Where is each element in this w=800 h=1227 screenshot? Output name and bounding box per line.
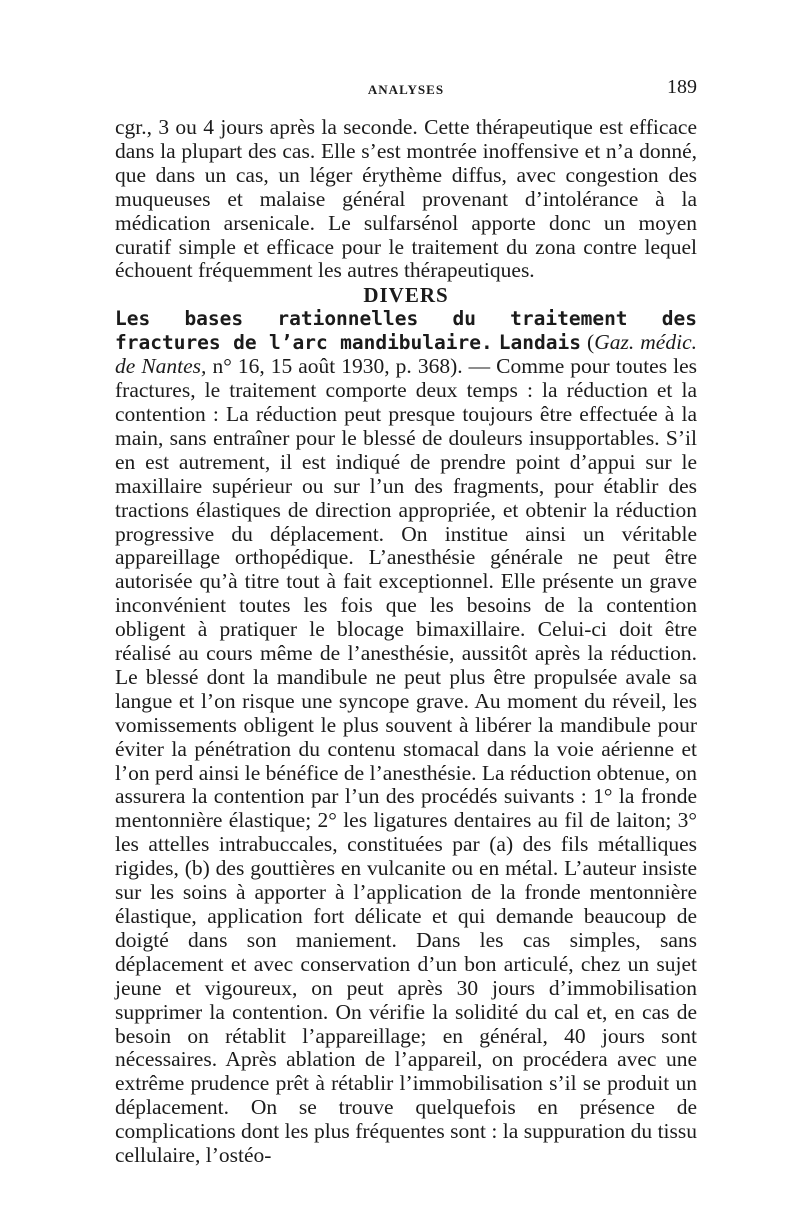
article-paragraph: [115, 307, 697, 1168]
running-title: ANALYSES: [367, 82, 445, 97]
page-header: [115, 76, 697, 104]
source-journal: Gaz. médic. de Nantes,: [115, 330, 697, 379]
page-number: 189: [667, 76, 697, 98]
intro-paragraph: cgr., 3 ou 4 jours après la seconde. Cette thérapeutique est efficace dans la plupart des cas. Elle s’est montrée inoffensive et n’a donné, que dans un cas, un léger érythème diffus, avec congestion des muqueuses et malaise général provenant d’intolérance à la médication arsenicale. Le sulfarsénol apporte donc un moyen curatif simple et efficace pour le traitement du zona contre lequel échouent fréquemment les autres thérapeutiques.: [115, 115, 697, 283]
article-body: — Comme pour toutes les fractures, le traitement comporte deux temps : la réduction et la contention : La réduction peut presque toujours être effectuée à la main, sans entraîner pour le blessé de douleurs insupportables. S’il en est autrement, il est indiqué de prendre point d’appui sur le maxillaire supérieur ou sur l’un des fragments, pour établir des tractions élastiques de direction appropriée, et obtenir la réduction progressive du déplacement. On institue ainsi un véritable appareillage orthopédique. L’anesthésie générale ne peut être autorisée qu’à titre tout à fait exceptionnel. Elle présente un grave inconvénient toutes les fois que les besoins de la contention obligent à pratiquer le blocage bimaxillaire. Celui-ci doit être réalisé au cours même de l’anesthésie, aussitôt après la réduction. Le blessé dont la mandibule ne peut plus être propulsée avale sa langue et l’on risque une syncope grave. Au moment du réveil, les vomissements obligent le plus souvent à libérer la mandibule pour éviter la pénétration du contenu stomacal dans la voie aérienne et l’on perd ainsi le bénéfice de l’anesthésie. La réduction obtenue, on assurera la contention par l’un des procédés suivants : 1° la fronde mentonnière élastique; 2° les ligatures dentaires au fil de laiton; 3° les attelles intrabuccales, constituées par (a) des fils métalliques rigides, (b) des gouttières en vulcanite ou en métal. L’auteur insiste sur les soins à apporter à l’application de la fronde mentonnière élastique, application fort délicate et qui demande beaucoup de doigté dans son maniement. Dans les cas simples, sans déplacement et avec conservation d’un bon articulé, chez un sujet jeune et vigoureux, on peut après 30 jours d’immobilisation supprimer la contention. On vérifie la solidité du cal et, en cas de besoin on rétablit l’appareillage; en général, 40 jours sont nécessaires. Après ablation de l’appareil, on procédera avec une extrême prudence prêt à rétablir l’immobilisation s’il se produit un déplacement. On se trouve quelquefois en présence de complications dont les plus fréquentes sont : la suppuration du tissu cellulaire, l’ostéo-: [115, 354, 697, 1168]
source-open: (: [580, 330, 595, 355]
source-citation: n° 16, 15 août 1930, p. 368).: [206, 354, 463, 379]
article-author: Landais: [498, 331, 581, 355]
section-heading: DIVERS: [363, 283, 449, 308]
article-title: Les bases rationnelles du traitement des fractures de l’arc mandibulaire.: [115, 307, 697, 355]
body-text: [115, 116, 697, 1168]
